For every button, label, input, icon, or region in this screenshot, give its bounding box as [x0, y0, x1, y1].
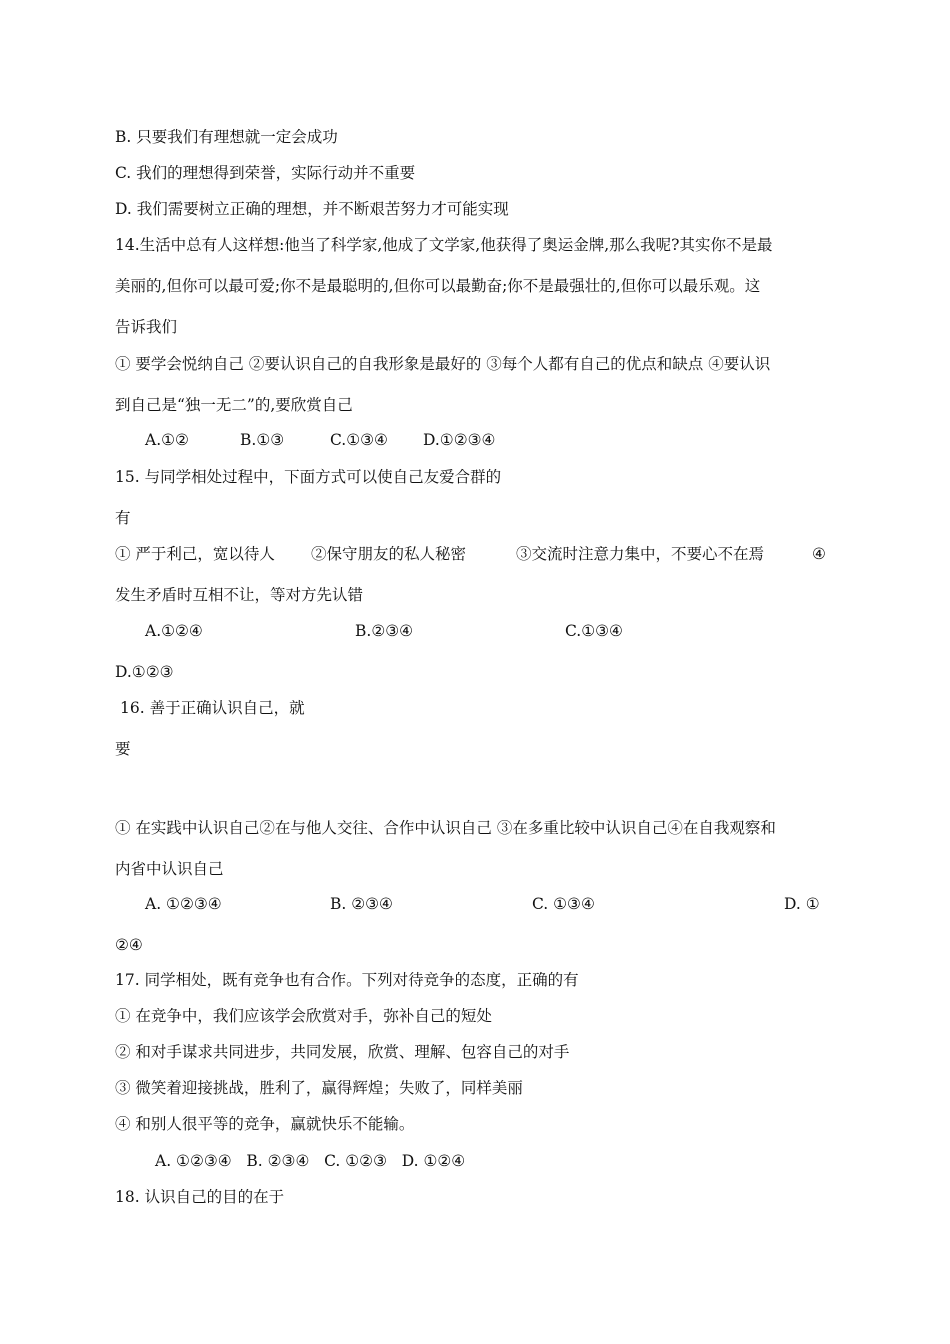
- q16-option-a: A. ①②③④: [145, 895, 222, 913]
- q17-stem: 17. 同学相处，既有竞争也有合作。下列对待竞争的态度，正确的有: [115, 971, 579, 989]
- q15-item-4-text: 发生矛盾时互相不让，等对方先认错: [115, 586, 364, 604]
- q17-item-3: ③ 微笑着迎接挑战，胜利了，赢得辉煌；失败了，同样美丽: [115, 1079, 523, 1097]
- q14-option-b: B.①③: [240, 431, 285, 449]
- q17-item-4: ④ 和别人很平等的竞争，赢就快乐不能输。: [115, 1115, 415, 1133]
- q15-option-b: B.②③④: [355, 622, 414, 640]
- q14-items-line-2: 到自己是“独一无二”的,要欣赏自己: [115, 396, 353, 414]
- q16-option-d: D. ①: [784, 895, 820, 913]
- q13-option-b: B. 只要我们有理想就一定会成功: [115, 128, 338, 146]
- q13-option-d: D. 我们需要树立正确的理想，并不断艰苦努力才可能实现: [115, 200, 509, 218]
- q15-item-2: ②保守朋友的私人秘密: [311, 545, 467, 563]
- q16-stem-line-1: 16. 善于正确认识自己，就: [120, 699, 305, 717]
- q15-item-3: ③交流时注意力集中，不要心不在焉: [516, 545, 765, 563]
- q16-option-b: B. ②③④: [330, 895, 393, 913]
- q14-items-line-1: ① 要学会悦纳自己 ②要认识自己的自我形象是最好的 ③每个人都有自己的优点和缺点 ④要认识: [115, 355, 771, 373]
- q15-stem-line-2: 有: [115, 509, 131, 527]
- q16-option-c: C. ①③④: [532, 895, 595, 913]
- q14-stem-line-1: 14.生活中总有人这样想:他当了科学家,他成了文学家,他获得了奥运金牌,那么我呢?其实你不是最: [115, 236, 773, 254]
- q16-option-d-continued: ②④: [115, 936, 143, 954]
- q14-stem-line-2: 美丽的,但你可以最可爱;你不是最聪明的,但你可以最勤奋;你不是最强壮的,但你可以最乐观。这: [115, 277, 761, 295]
- q14-option-d: D.①②③④: [423, 431, 496, 449]
- q13-option-c: C. 我们的理想得到荣誉，实际行动并不重要: [115, 164, 416, 182]
- q18-stem: 18. 认识自己的目的在于: [115, 1188, 285, 1206]
- q15-option-d: D.①②③: [115, 663, 174, 681]
- q16-items-line-1: ① 在实践中认识自己②在与他人交往、合作中认识自己 ③在多重比较中认识自己④在自我观察和: [115, 819, 776, 837]
- q17-options: A. ①②③④ B. ②③④ C. ①②③ D. ①②④: [155, 1152, 466, 1170]
- q15-item-1: ① 严于利己，宽以待人: [115, 545, 275, 563]
- q17-item-1: ① 在竞争中，我们应该学会欣赏对手，弥补自己的短处: [115, 1007, 492, 1025]
- q15-item-4-marker: ④: [812, 545, 826, 563]
- q17-item-2: ② 和对手谋求共同进步，共同发展，欣赏、理解、包容自己的对手: [115, 1043, 570, 1061]
- q14-option-a: A.①②: [145, 431, 189, 449]
- q16-stem-line-2: 要: [115, 740, 131, 758]
- q15-option-c: C.①③④: [565, 622, 623, 640]
- q15-option-a: A.①②④: [145, 622, 203, 640]
- q14-stem-line-3: 告诉我们: [115, 318, 178, 336]
- q16-items-line-2: 内省中认识自己: [115, 860, 224, 878]
- q14-option-c: C.①③④: [330, 431, 388, 449]
- q15-stem-line-1: 15. 与同学相处过程中，下面方式可以使自己友爱合群的: [115, 468, 502, 486]
